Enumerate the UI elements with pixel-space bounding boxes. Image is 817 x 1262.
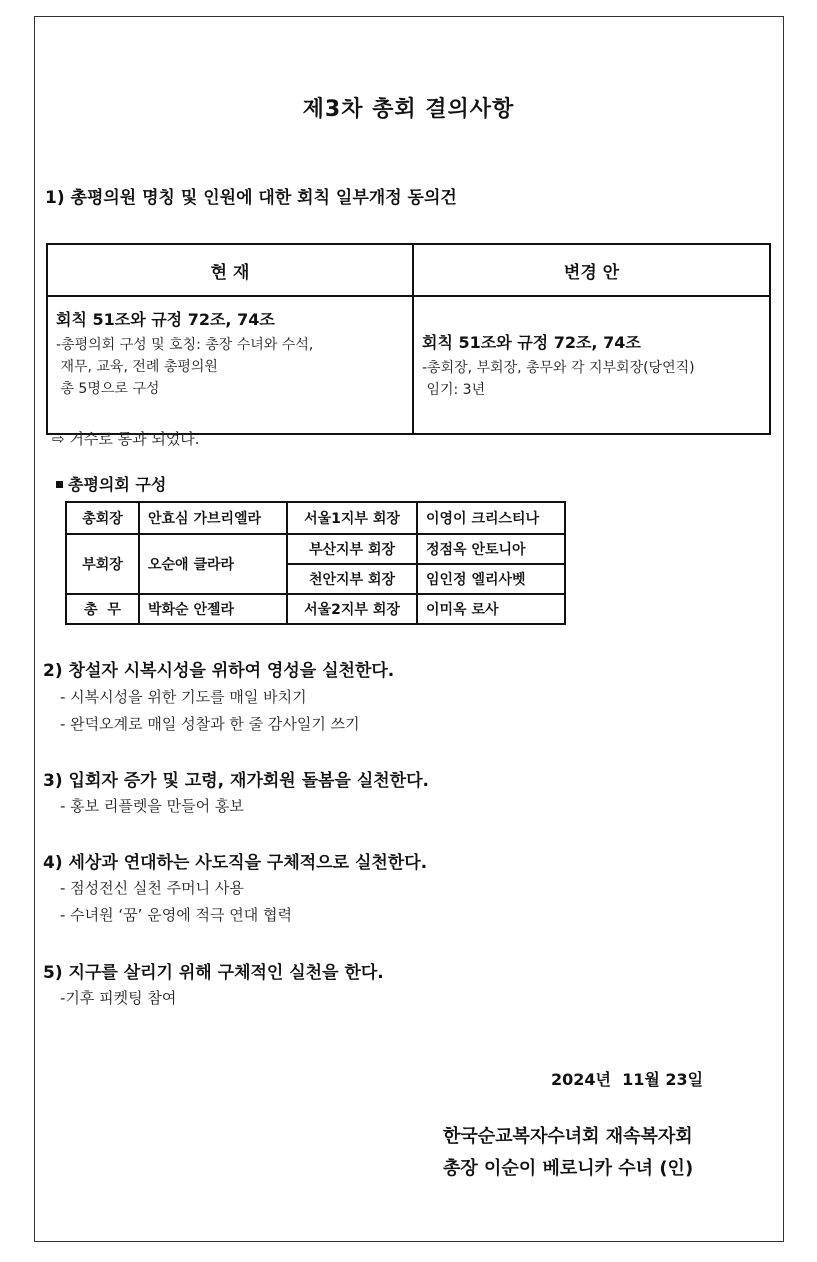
section-heading: 2) 창설자 시복시성을 위하여 영성을 실천한다.: [43, 661, 395, 681]
role-name-cell: 박화순 안젤라: [139, 594, 287, 624]
current-rule-cell: [47, 296, 413, 434]
section-item: - 홍보 리플렛을 만들어 홍보: [60, 797, 244, 815]
council-heading-text: 총평의회 구성: [68, 475, 167, 494]
section-heading: 3) 입회자 증가 및 고령, 재가회원 돌봄을 실천한다.: [43, 771, 429, 791]
section-heading: 5) 지구를 살리기 위해 구체적인 실천을 한다.: [43, 963, 384, 983]
branch-name-cell: 이영이 크리스티나: [417, 502, 565, 534]
column-proposed: 변경 안: [413, 244, 770, 296]
square-bullet-icon: [56, 481, 63, 488]
branch-cell: 부산지부 회장: [287, 534, 417, 564]
section-item: - 시복시성을 위한 기도를 매일 바치기: [60, 688, 307, 706]
vote-result: ⇨ 거수로 통과 되었다.: [52, 430, 200, 448]
role-name-cell: 안효심 가브리엘라: [139, 502, 287, 534]
document-title: 제3차 총회 결의사항: [302, 97, 515, 122]
role-cell: 총 무: [66, 594, 139, 624]
document-date: 2024년 11월 23일: [551, 1070, 704, 1089]
current-rule-title: 회칙 51조와 규정 72조, 74조: [56, 310, 275, 329]
column-current: 현 재: [47, 244, 413, 296]
branch-name-cell: 임인정 엘리사벳: [417, 564, 565, 594]
organization-name: 한국순교복자수녀회 재속복자회: [443, 1126, 693, 1147]
council-heading: [56, 472, 166, 495]
signature-block: [443, 1121, 693, 1185]
proposed-rule-title: 회칙 51조와 규정 72조, 74조: [422, 332, 641, 352]
section-item: - 수녀원 ‘꿈’ 운영에 적극 연대 협력: [60, 906, 292, 924]
section-1-heading: 1) 총평의원 명칭 및 인원에 대한 회칙 일부개정 동의건: [45, 188, 457, 208]
branch-name-cell: 정점옥 안토니아: [417, 534, 565, 564]
current-rule-line: 재무, 교육, 전례 총평의원: [56, 359, 218, 375]
section-item: - 완덕오계로 매일 성찰과 한 줄 감사일기 쓰기: [60, 715, 360, 733]
branch-cell: 천안지부 회장: [287, 564, 417, 594]
branch-cell: 서울1지부 회장: [287, 502, 417, 534]
section-heading: 4) 세상과 연대하는 사도직을 구체적으로 실천한다.: [43, 853, 428, 873]
section-item: -기후 피켓팅 참여: [60, 989, 177, 1007]
section-item: - 점성전신 실천 주머니 사용: [60, 879, 244, 897]
council-table: [65, 501, 566, 625]
branch-cell: 서울2지부 회장: [287, 594, 417, 624]
role-name-cell: 오순애 클라라: [139, 534, 287, 594]
amendment-table: [46, 243, 771, 435]
role-cell: 부회장: [66, 534, 139, 594]
branch-name-cell: 이미옥 로사: [417, 594, 565, 624]
current-rule-line: 총 5명으로 구성: [56, 381, 160, 397]
proposed-rule-line: 임기: 3년: [422, 381, 486, 398]
current-rule-line: -총평의회 구성 및 호칭: 총장 수녀와 수석,: [56, 337, 314, 353]
role-cell: 총회장: [66, 502, 139, 534]
proposed-rule-cell: [413, 296, 770, 434]
proposed-rule-line: -총회장, 부회장, 총무와 각 지부회장(당연직): [422, 359, 695, 376]
leader-name: 총장 이순이 베로니카 수녀 (인): [443, 1158, 694, 1179]
